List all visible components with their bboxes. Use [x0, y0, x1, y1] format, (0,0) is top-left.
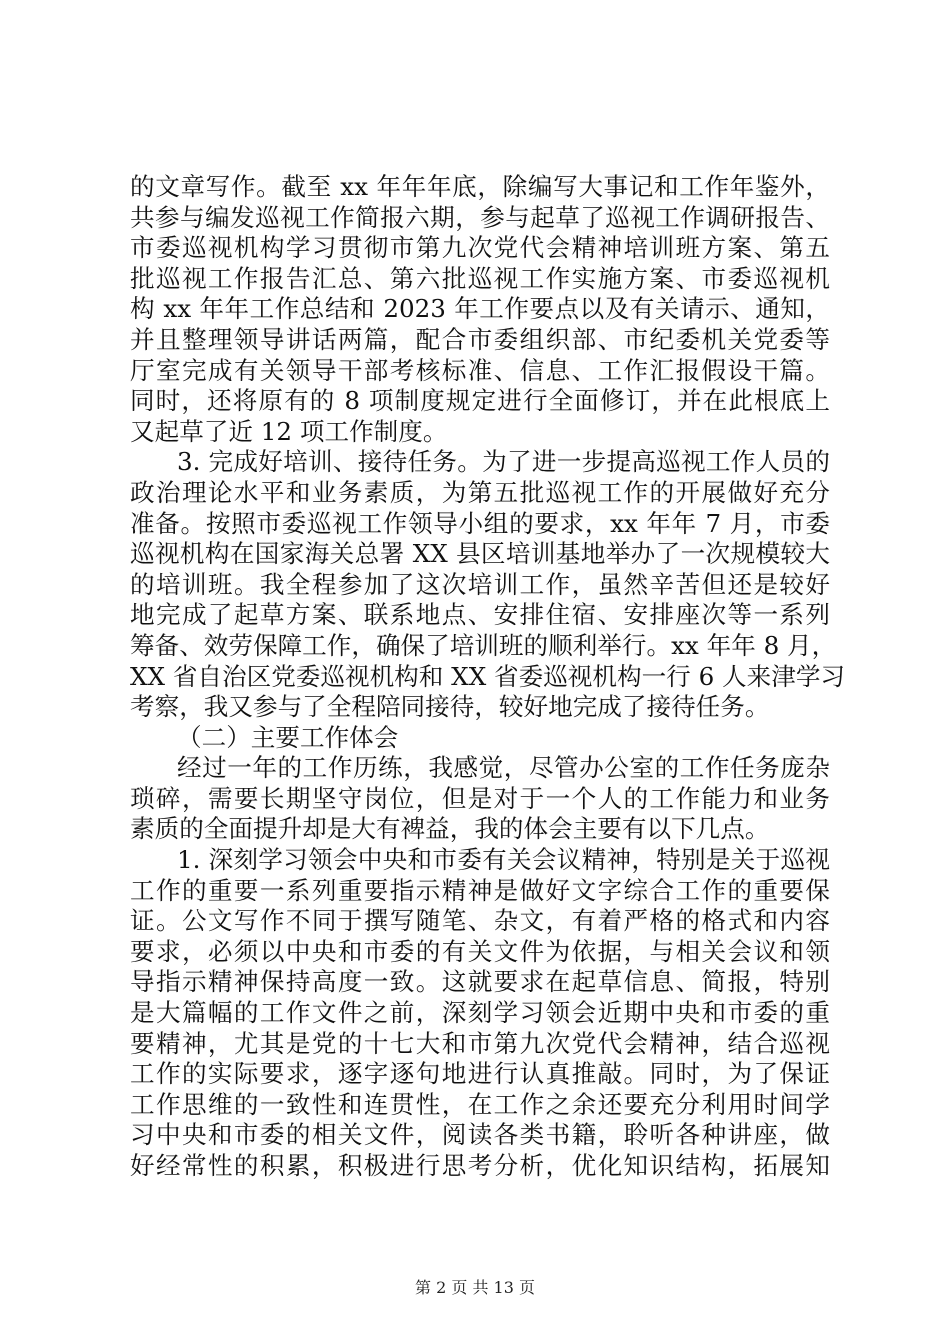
text-line: 好经常性的积累，积极进行思考分析，优化知识结构，拓展知 [130, 1151, 830, 1180]
text-line: 的培训班。我全程参加了这次培训工作，虽然辛苦但还是较好 [130, 569, 830, 599]
text-line: 巡视机构在国家海关总署 XX 县区培训基地举办了一次规模较大 [130, 539, 830, 569]
text-line: 地完成了起草方案、联系地点、安排住宿、安排座次等一系列 [130, 600, 830, 630]
text-line: 市委巡视机构学习贯彻市第九次党代会精神培训班方案、第五 [130, 233, 830, 263]
text-line: 共参与编发巡视工作简报六期，参与起草了巡视工作调研报告、 [130, 202, 830, 232]
text-line: 工作的实际要求，逐字逐句地进行认真推敲。同时，为了保证 [130, 1059, 830, 1089]
text-line: 同时，还将原有的 8 项制度规定进行全面修订，并在此根底上 [130, 386, 830, 416]
text-line: 的文章写作。截至 xx 年年年底，除编写大事记和工作年鉴外， [130, 172, 830, 201]
text-line: 证。公文写作不同于撰写随笔、杂文，有着严格的格式和内容 [130, 906, 830, 936]
text-line: 要求，必须以中央和市委的有关文件为依据，与相关会议和领 [130, 936, 830, 966]
text-line: 政治理论水平和业务素质，为第五批巡视工作的开展做好充分 [130, 477, 830, 507]
section-heading: （二）主要工作体会 [177, 722, 399, 752]
text-line: 是大篇幅的工作文件之前，深刻学习领会近期中央和市委的重 [130, 998, 830, 1028]
text-line: 考察，我又参与了全程陪同接待，较好地完成了接待任务。 [130, 692, 770, 722]
text-line: 琐碎，需要长期坚守岗位，但是对于一个人的工作能力和业务 [130, 783, 830, 813]
text-line: 又起草了近 12 项工作制度。 [130, 416, 448, 446]
text-line: 素质的全面提升却是大有裨益，我的体会主要有以下几点。 [130, 814, 770, 844]
text-line: XX 省自治区党委巡视机构和 XX 省委巡视机构一行 6 人来津学习 [130, 661, 846, 691]
paragraph-first-line: 3. 完成好培训、接待任务。为了进一步提高巡视工作人员的 [177, 447, 830, 477]
text-line: 要精神，尤其是党的十七大和市第九次党代会精神，结合巡视 [130, 1028, 830, 1058]
text-line: 厅室完成有关领导干部考核标准、信息、工作汇报假设干篇。 [130, 355, 830, 385]
text-line: 工作思维的一致性和连贯性，在工作之余还要充分利用时间学 [130, 1089, 830, 1119]
text-line: 批巡视工作报告汇总、第六批巡视工作实施方案、市委巡视机 [130, 263, 830, 293]
text-line: 并且整理领导讲话两篇，配合市委组织部、市纪委机关党委等 [130, 324, 830, 354]
text-line: 筹备、效劳保障工作，确保了培训班的顺利举行。xx 年年 8 月， [130, 630, 837, 660]
text-line: 构 xx 年年工作总结和 2023 年工作要点以及有关请示、通知， [130, 294, 830, 324]
text-line: 习中央和市委的相关文件，阅读各类书籍，聆听各种讲座，做 [130, 1120, 830, 1150]
paragraph-first-line: 经过一年的工作历练，我感觉，尽管办公室的工作任务庞杂 [177, 753, 830, 783]
document-body [130, 172, 846, 1182]
page-number-footer: 第 2 页 共 13 页 [415, 1278, 535, 1297]
text-line: 准备。按照市委巡视工作领导小组的要求，xx 年年 7 月，市委 [130, 508, 830, 538]
text-line: 工作的重要一系列重要指示精神是做好文字综合工作的重要保 [130, 875, 830, 905]
paragraph-first-line: 1. 深刻学习领会中央和市委有关会议精神，特别是关于巡视 [177, 845, 830, 875]
text-line: 导指示精神保持高度一致。这就要求在起草信息、简报，特别 [130, 967, 830, 997]
